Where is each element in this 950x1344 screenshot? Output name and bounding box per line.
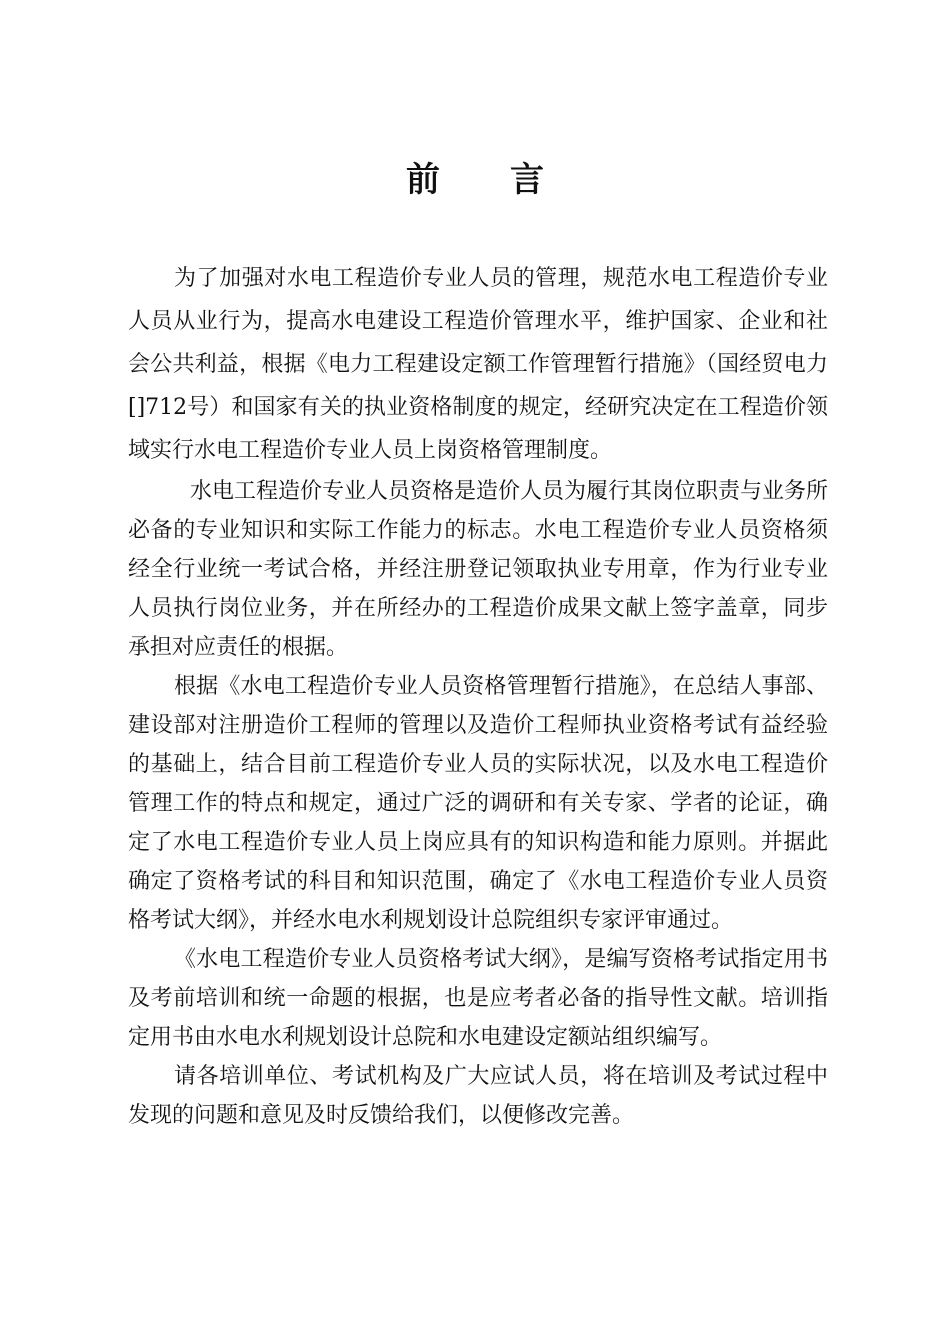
paragraph-feedback: 请各培训单位、考试机构及广大应试人员，将在培训及考试过程中发现的问题和意见及时反馈给我们，以便修改完善。	[128, 1064, 828, 1128]
paragraph-intro: 为了加强对水电工程造价专业人员的管理，规范水电工程造价专业人员从业行为，提高水电建设工程造价管理水平，维护国家、企业和社会公共利益，根据《电力工程建设定额工作管理暂行措施》（国经贸电力[]712号）和国家有关的执业资格制度的规定，经研究决定在工程造价领域实行水电工程造价专业人员上岗资格管理制度。	[128, 266, 828, 463]
document-body	[128, 257, 828, 1135]
paragraph-basis: 根据《水电工程造价专业人员资格管理暂行措施》，在总结人事部、建设部对注册造价工程师的管理以及造价工程师执业资格考试有益经验的基础上，结合目前工程造价专业人员的实际状况，以及水电工程造价管理工作的特点和规定，通过广泛的调研和有关专家、学者的论证，确定了水电工程造价专业人员上岗应具有的知识构造和能力原则。并据此确定了资格考试的科目和知识范围，确定了《水电工程造价专业人员资格考试大纲》，并经水电水利规划设计总院组织专家评审通过。	[128, 674, 828, 933]
page-title: 前言	[406, 160, 614, 200]
paragraph-outline: 《水电工程造价专业人员资格考试大纲》，是编写资格考试指定用书及考前培训和统一命题的根据，也是应考者必备的指导性文献。培训指定用书由水电水利规划设计总院和水电建设定额站组织编写。	[128, 947, 828, 1050]
paragraph-qualification: 水电工程造价专业人员资格是造价人员为履行其岗位职责与业务所必备的专业知识和实际工作能力的标志。水电工程造价专业人员资格须经全行业统一考试合格，并经注册登记领取执业专用章，作为行业专业人员执行岗位业务，并在所经办的工程造价成果文献上签字盖章，同步承担对应责任的根据。	[128, 479, 829, 660]
